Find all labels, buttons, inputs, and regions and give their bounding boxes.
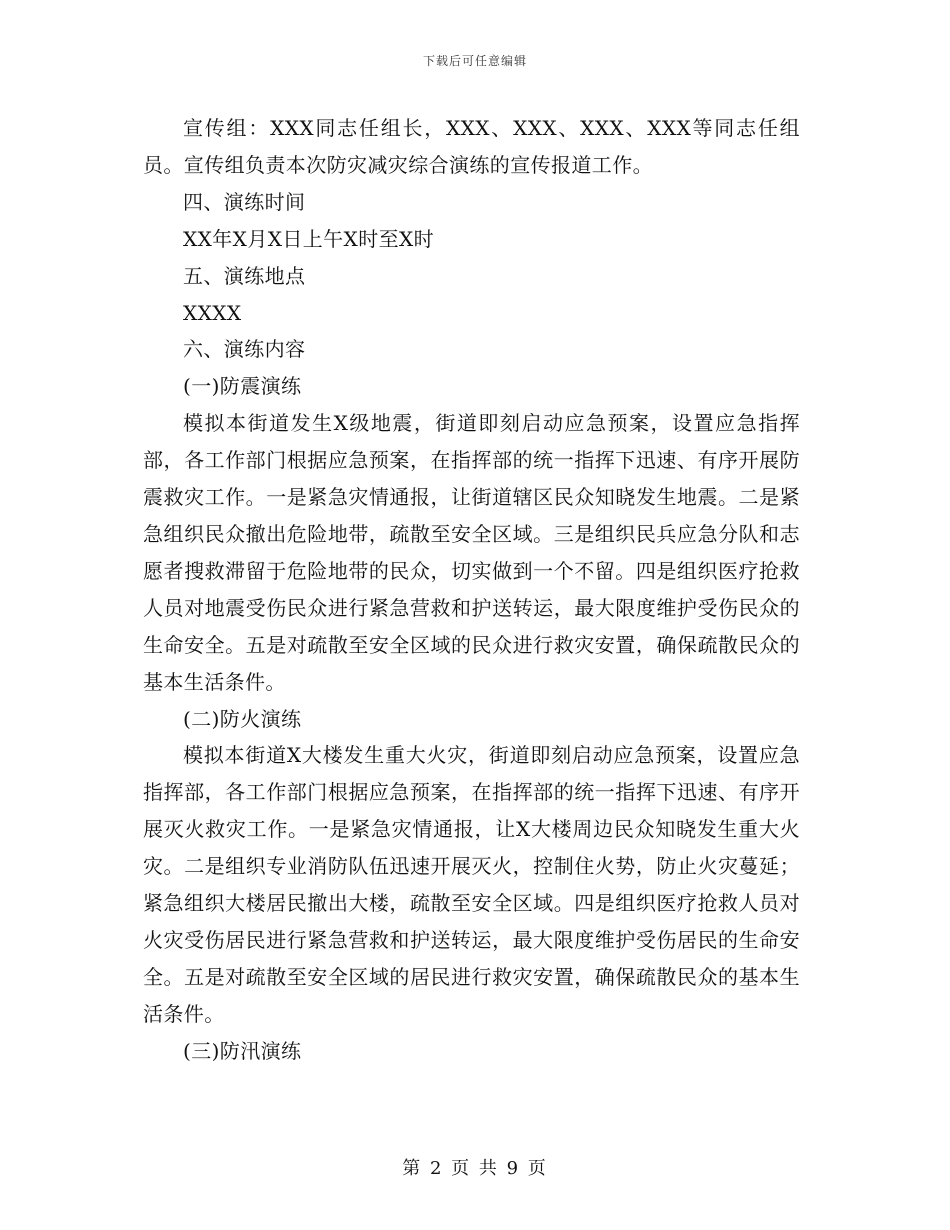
page-header-note: 下载后可任意编辑: [422, 54, 527, 68]
paragraph-publicity-group: 宣传组：XXX同志任组长，XXX、XXX、XXX、XXX等同志任组员。宣传组负责本次防灾减灾综合演练的宣传报道工作。: [143, 116, 800, 177]
subheading-earthquake-drill: (一)防震演练: [183, 374, 302, 399]
subheading-flood-drill: (三)防汛演练: [183, 1038, 302, 1063]
subheading-fire-drill: (二)防火演练: [183, 706, 302, 731]
heading-drill-content: 六、演练内容: [183, 337, 306, 362]
paragraph-drill-time: XX年X月X日上午X时至X时: [183, 226, 435, 251]
paragraph-fire-drill: 模拟本街道X大楼发生重大火灾，街道即刻启动应急预案，设置应急指挥部，各工作部门根据应急预案，在指挥部的统一指挥下迅速、有序开展灭火救灾工作。一是紧急灾情通报，让X大楼周边民众知晓发生重大火灾。二是组织专业消防队伍迅速开展灭火，控制住火势，防止火灾蔓延；紧急组织大楼居民撤出大楼，疏散至安全区域。四是组织医疗抢救人员对火灾受伤居民进行紧急营救和护送转运，最大限度维护受伤居民的生命安全。五是对疏散至安全区域的居民进行救灾安置，确保疏散民众的基本生活条件。: [143, 743, 800, 1026]
paragraph-drill-location: XXXX: [183, 300, 242, 325]
document-body: [143, 110, 800, 1070]
heading-drill-time: 四、演练时间: [183, 189, 306, 214]
page-number-footer: 第 2 页 共 9 页: [402, 1158, 548, 1179]
paragraph-earthquake-drill: 模拟本街道发生X级地震，街道即刻启动应急预案，设置应急指挥部，各工作部门根据应急预案，在指挥部的统一指挥下迅速、有序开展防震救灾工作。一是紧急灾情通报，让街道辖区民众知晓发生地震。二是紧急组织民众撤出危险地带，疏散至安全区域。三是组织民兵应急分队和志愿者搜救滞留于危险地带的民众，切实做到一个不留。四是组织医疗抢救人员对地震受伤民众进行紧急营救和护送转运，最大限度维护受伤民众的生命安全。五是对疏散至安全区域的民众进行救灾安置，确保疏散民众的基本生活条件。: [143, 411, 800, 694]
heading-drill-location: 五、演练地点: [183, 263, 306, 288]
